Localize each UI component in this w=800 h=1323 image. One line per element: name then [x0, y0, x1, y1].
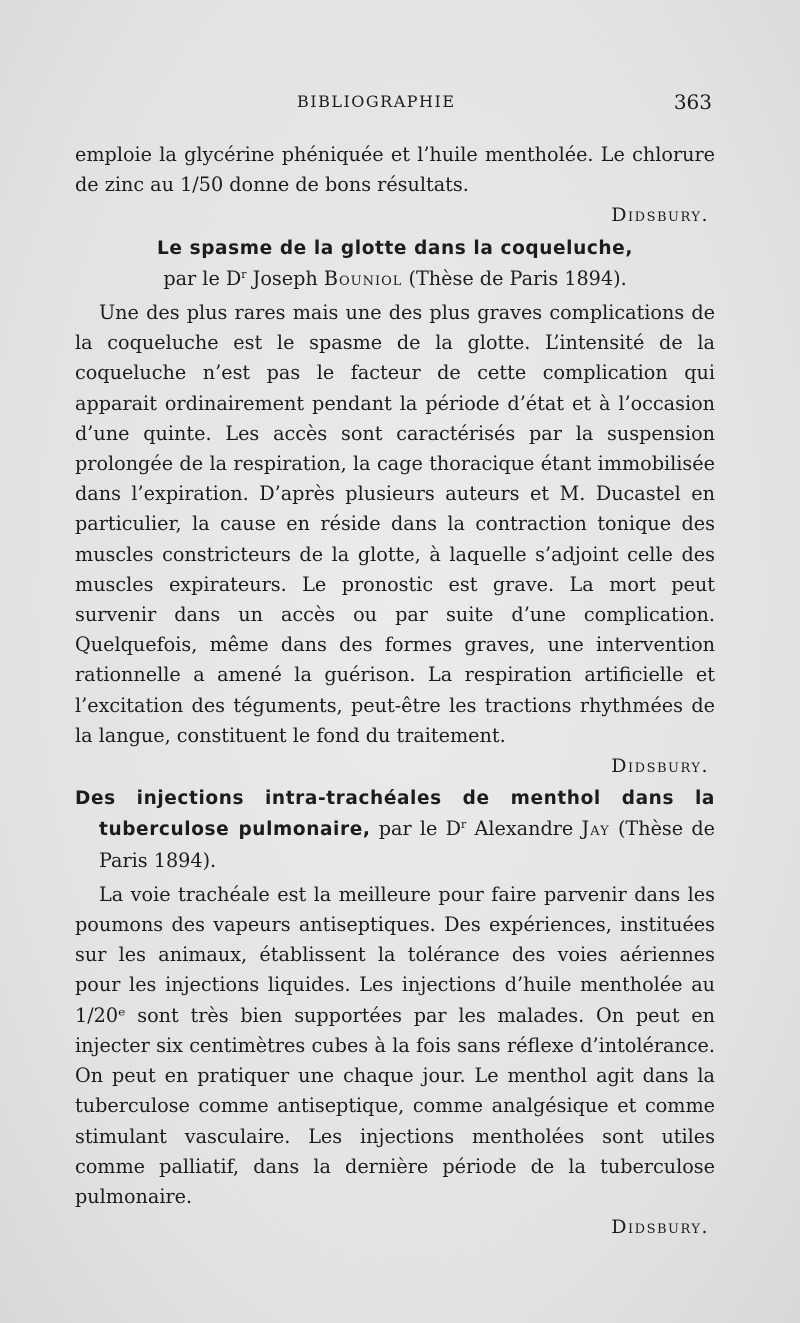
running-title: BIBLIOGRAPHIE	[297, 92, 456, 111]
author-first-name: Alexandre	[474, 817, 574, 841]
review-title-block	[75, 233, 715, 264]
signature: Didsbury.	[611, 1216, 709, 1239]
review-body: La voie trachéale est la meilleure pour faire parvenir dans les poumons des vapeurs antiseptiques. Des expériences, instituées sur les animaux, établissent la tolérance des voies aériennes pour les injections liquides. Les injections d’huile mentholée au 1/20ᵉ sont très bien supportées par les malades. On peut en injecter six centimètres cubes à la fois sans réflexe d’intolérance. On peut en pratiquer une chaque jour. Le menthol agit dans la tuberculose comme antiseptique, comme analgésique et comme stimulant vasculaire. Les injections mentholées sont utiles comme palliatif, dans la dernière période de la tuberculose pulmonaire.	[75, 882, 715, 1208]
thesis-source: (Thèse de Paris 1894).	[99, 817, 716, 872]
review-byline	[75, 264, 715, 294]
review-body: Une des plus rares mais une des plus graves complications de la coqueluche est le spasme de la glotte. L’intensité de la coqueluche n’est pas le facteur de cette complication qui apparait ordinairement pendant la période d’état et à l’occasion d’une quinte. Les accès sont caractérisés par la suspension prolongée de la respiration, la cage thoracique étant immobilisée dans l’expiration. D’après plusieurs auteurs et M. Ducastel en particulier, la cause en réside dans la contraction tonique des muscles constricteurs de la glotte, à laquelle s’adjoint celle des muscles expirateurs. Le pronostic est grave. La mort peut survenir dans un accès ou par suite d’une complication. Quelquefois, même dans des formes graves, une intervention rationnelle a amené la guérison. La respiration artificielle et l’excitation des téguments, peut-être les tractions rhythmées de la langue, constituent le fond du traitement.	[75, 301, 715, 747]
byline-sup: r	[241, 267, 247, 281]
byline-prefix: par le D	[378, 817, 461, 841]
page-body	[75, 140, 715, 1242]
review-title-block	[75, 783, 715, 876]
review-title: Le spasme de la glotte dans la coqueluche,	[157, 237, 633, 259]
page-header	[0, 90, 800, 120]
author-last-name: Bouniol	[323, 266, 403, 290]
byline-prefix: par le D	[163, 266, 242, 290]
author-first-name: Joseph	[252, 266, 318, 290]
thesis-source: (Thèse de Paris 1894).	[408, 266, 627, 290]
byline-sup: r	[461, 818, 467, 832]
review-title: Des injections intra-trachéales de menthol dans la tuberculose pulmonaire,	[75, 788, 715, 841]
author-last-name: Jay	[581, 817, 610, 841]
signature: Didsbury.	[611, 204, 709, 227]
signature: Didsbury.	[611, 755, 709, 778]
page-number: 363	[673, 90, 712, 114]
continuation-paragraph: emploie la glycérine phéniquée et l’huile mentholée. Le chlorure de zinc au 1/50 donne de bons résultats.	[75, 143, 715, 197]
